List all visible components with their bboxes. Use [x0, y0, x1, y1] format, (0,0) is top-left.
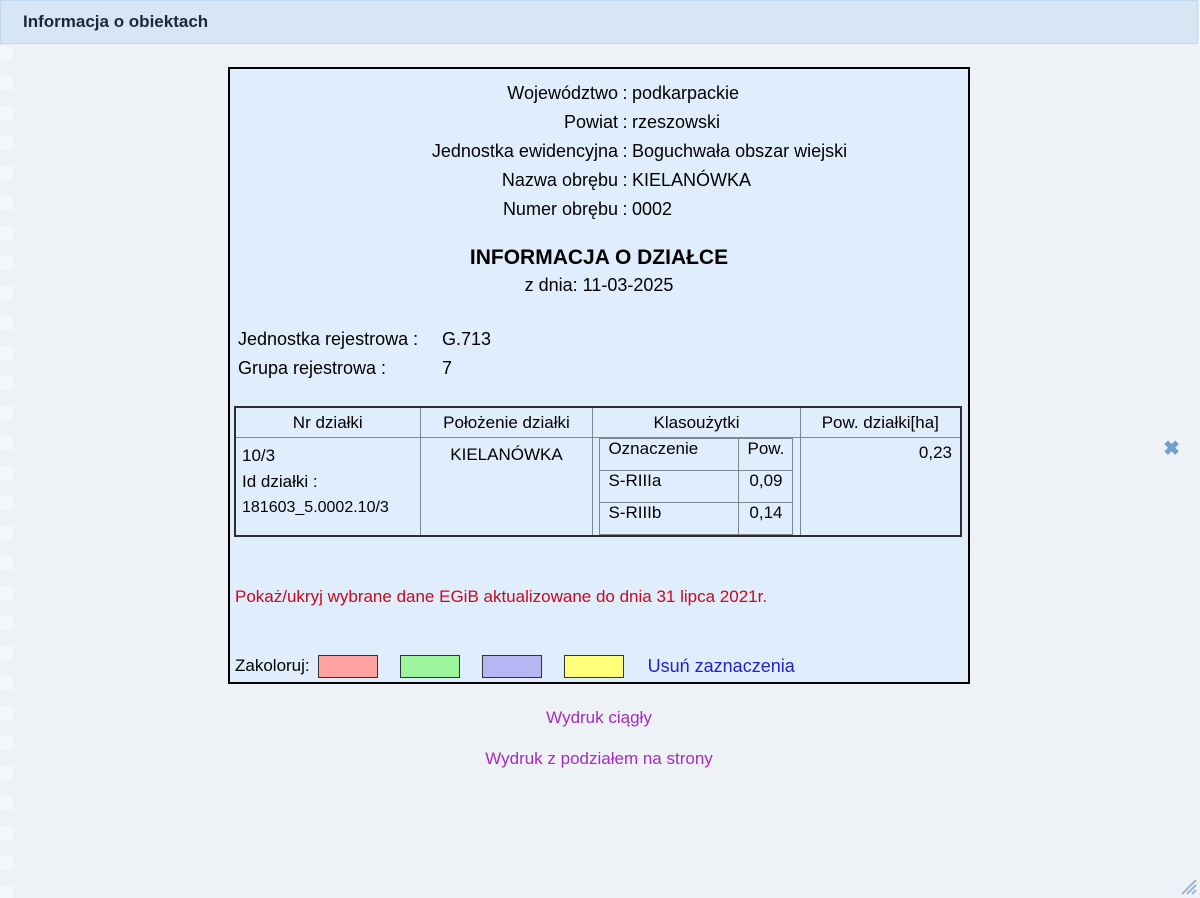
header-field-row: [230, 166, 968, 195]
field-value: rzeszowski: [632, 112, 721, 132]
field-label: Powiat: [563, 112, 618, 132]
parcel-number-cell: [235, 438, 420, 537]
field-label: Województwo: [507, 83, 618, 103]
parcel-id-label: Id działki :: [242, 472, 318, 491]
parcel-number: 10/3: [242, 446, 276, 465]
parcel-area-cell: 0,23: [800, 438, 961, 537]
close-icon[interactable]: ✖: [1163, 438, 1180, 460]
print-continuous-link[interactable]: Wydruk ciągły: [546, 708, 652, 727]
print-links-container: [228, 749, 970, 769]
print-links-container: [228, 708, 970, 728]
parcel-id-value: 181603_5.0002.10/3: [242, 499, 389, 516]
field-value: G.713: [442, 329, 492, 349]
document-title: INFORMACJA O DZIAŁCE: [469, 246, 729, 269]
print-paged-link[interactable]: Wydruk z podziałem na strony: [485, 749, 713, 768]
column-header-area: Pow. działki[ha]: [800, 407, 961, 438]
land-use-header-row: [600, 439, 793, 471]
land-use-area: 0,14: [739, 503, 793, 535]
colorize-row: [235, 652, 795, 680]
registry-field-row: [238, 325, 491, 354]
parcel-info-panel: [228, 67, 970, 684]
header-field-row: [230, 137, 968, 166]
field-value: 0002: [632, 199, 673, 219]
field-separator: :: [622, 199, 628, 219]
left-edge-decoration: [0, 46, 13, 898]
header-field-row: [230, 79, 968, 108]
parcel-table: [234, 406, 962, 537]
land-use-header-area: Pow.: [739, 439, 793, 471]
color-swatch-yellow[interactable]: [564, 655, 624, 678]
column-header-location: Położenie działki: [420, 407, 593, 438]
field-value: KIELANÓWKA: [632, 170, 752, 190]
column-header-landuse: Klasoużytki: [593, 407, 800, 438]
header-field-row: [230, 108, 968, 137]
land-use-designation: S-RIIIb: [600, 503, 739, 535]
colorize-label: Zakoloruj:: [235, 656, 310, 675]
field-separator: :: [622, 170, 628, 190]
field-value: 7: [442, 358, 453, 378]
field-value: podkarpackie: [632, 83, 740, 103]
land-use-row: [600, 471, 793, 503]
resize-handle-icon[interactable]: [1179, 877, 1197, 895]
field-separator: :: [622, 112, 628, 132]
parcel-table-header-row: [235, 407, 961, 438]
field-label: Jednostka rejestrowa :: [238, 329, 419, 349]
document-date: z dnia: 11-03-2025: [524, 275, 674, 295]
parcel-table-row: [235, 438, 961, 537]
dialog-title: Informacja o obiektach: [23, 12, 209, 31]
header-field-row: [230, 195, 968, 224]
land-use-row: [600, 503, 793, 535]
field-label: Grupa rejestrowa :: [238, 358, 387, 378]
dialog-titlebar: [0, 0, 1198, 44]
color-swatch-pink[interactable]: [318, 655, 378, 678]
parcel-location-cell: KIELANÓWKA: [420, 438, 593, 537]
registry-field-row: [238, 354, 491, 383]
field-label: Jednostka ewidencyjna: [431, 141, 618, 161]
field-separator: :: [622, 83, 628, 103]
field-separator: :: [622, 141, 628, 161]
field-value: Boguchwała obszar wiejski: [632, 141, 848, 161]
land-use-area: 0,09: [739, 471, 793, 503]
land-use-header-designation: Oznaczenie: [600, 439, 739, 471]
registry-fields: [238, 325, 491, 383]
header-fields: [230, 79, 968, 224]
land-use-cell: [593, 438, 800, 537]
egib-toggle-link[interactable]: Pokaż/ukryj wybrane dane EGiB aktualizowane do dnia 31 lipca 2021r.: [235, 587, 768, 606]
field-label: Nazwa obrębu: [501, 170, 618, 190]
land-use-designation: S-RIIIa: [600, 471, 739, 503]
land-use-table: [599, 438, 793, 535]
clear-selection-link[interactable]: Usuń zaznaczenia: [647, 655, 795, 676]
color-swatch-green[interactable]: [400, 655, 460, 678]
field-label: Numer obrębu: [502, 199, 618, 219]
column-header-nr: Nr działki: [235, 407, 420, 438]
color-swatch-purple[interactable]: [482, 655, 542, 678]
